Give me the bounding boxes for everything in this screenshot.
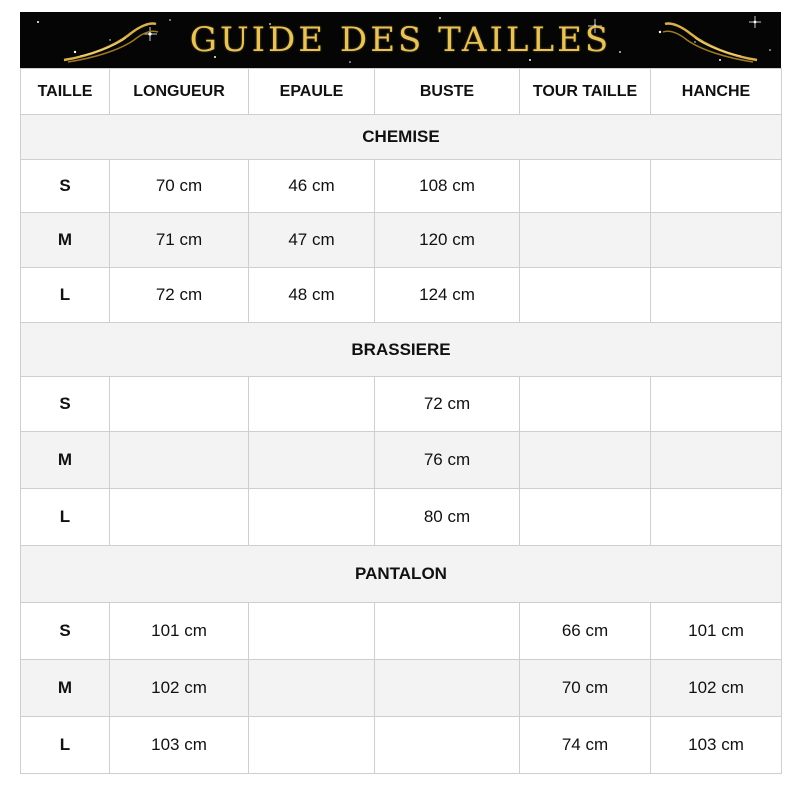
table-row [21,432,782,489]
table-row [21,717,782,774]
hanche-cell: 103 cm [651,717,782,774]
epaule-cell: 46 cm [249,160,375,213]
epaule-cell [249,717,375,774]
epaule-cell [249,660,375,717]
longueur-cell: 102 cm [110,660,249,717]
banner-title: GUIDE DES TAILLES [189,20,612,60]
longueur-cell: 72 cm [110,268,249,323]
epaule-cell: 47 cm [249,213,375,268]
buste-cell: 108 cm [375,160,520,213]
size-cell: S [21,377,110,432]
hanche-cell: 101 cm [651,603,782,660]
buste-cell: 72 cm [375,377,520,432]
tour-taille-cell [520,489,651,546]
longueur-cell [110,377,249,432]
table-row [21,377,782,432]
buste-cell: 120 cm [375,213,520,268]
hanche-cell [651,160,782,213]
buste-cell: 80 cm [375,489,520,546]
section-row-chemise [21,115,782,160]
buste-cell: 76 cm [375,432,520,489]
table-row [21,489,782,546]
tour-taille-cell [520,432,651,489]
column-header-tour-taille: TOUR TAILLE [520,69,651,115]
table-row [21,268,782,323]
size-cell: M [21,660,110,717]
tour-taille-cell: 66 cm [520,603,651,660]
column-header-taille: TAILLE [21,69,110,115]
section-row-pantalon [21,546,782,603]
hanche-cell [651,489,782,546]
column-header-epaule: EPAULE [249,69,375,115]
tour-taille-cell [520,213,651,268]
table-row [21,603,782,660]
longueur-cell [110,432,249,489]
longueur-cell: 71 cm [110,213,249,268]
section-row-brassiere [21,323,782,377]
epaule-cell: 48 cm [249,268,375,323]
section-title-chemise: CHEMISE [21,115,782,160]
section-title-brassiere: BRASSIERE [21,323,782,377]
column-header-longueur: LONGUEUR [110,69,249,115]
buste-cell [375,717,520,774]
table-row [21,160,782,213]
size-cell: M [21,213,110,268]
hanche-cell [651,432,782,489]
size-guide-banner [20,12,781,68]
buste-cell [375,603,520,660]
section-title-pantalon: PANTALON [21,546,782,603]
table-row [21,213,782,268]
epaule-cell [249,603,375,660]
buste-cell: 124 cm [375,268,520,323]
buste-cell [375,660,520,717]
header-row [21,69,782,115]
tour-taille-cell [520,268,651,323]
size-cell: M [21,432,110,489]
size-table [20,68,782,774]
longueur-cell: 103 cm [110,717,249,774]
size-cell: L [21,268,110,323]
hanche-cell: 102 cm [651,660,782,717]
longueur-cell [110,489,249,546]
longueur-cell: 70 cm [110,160,249,213]
size-cell: L [21,717,110,774]
epaule-cell [249,489,375,546]
size-cell: L [21,489,110,546]
table-row [21,660,782,717]
column-header-hanche: HANCHE [651,69,782,115]
hanche-cell [651,268,782,323]
tour-taille-cell [520,160,651,213]
epaule-cell [249,432,375,489]
hanche-cell [651,213,782,268]
tour-taille-cell: 74 cm [520,717,651,774]
longueur-cell: 101 cm [110,603,249,660]
epaule-cell [249,377,375,432]
hanche-cell [651,377,782,432]
tour-taille-cell [520,377,651,432]
tour-taille-cell: 70 cm [520,660,651,717]
size-cell: S [21,160,110,213]
size-cell: S [21,603,110,660]
column-header-buste: BUSTE [375,69,520,115]
